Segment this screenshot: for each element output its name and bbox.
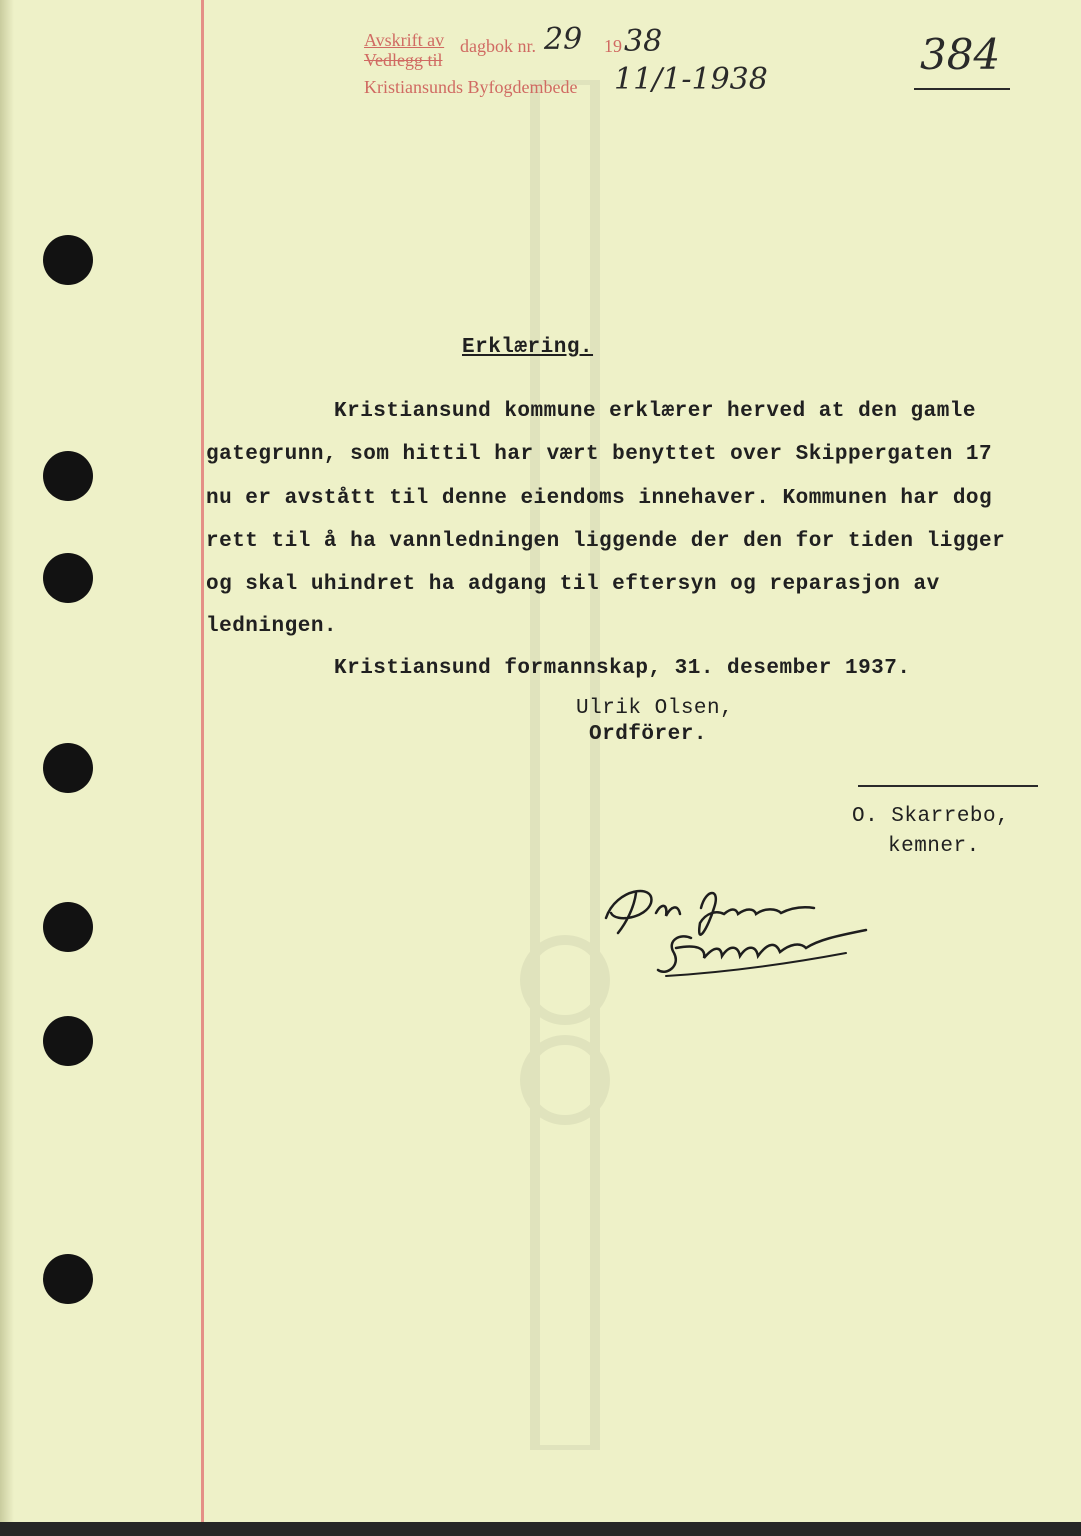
body-line-1: Kristiansund kommune erklærer herved at den gamle — [334, 400, 977, 423]
punch-hole-7 — [43, 1254, 93, 1304]
body-line-6: ledningen. — [206, 615, 338, 638]
body-line-4: rett til å ha vannledningen liggende der den for tiden ligger — [206, 530, 1006, 553]
page-number-underline — [914, 88, 1010, 90]
stamp-office: Kristiansunds Byfogdembede — [364, 77, 578, 97]
stamp-dagbok-label: dagbok nr. — [460, 36, 536, 56]
body-line-3: nu er avstått til denne eiendoms innehaver. Kommunen har dog — [206, 487, 993, 510]
second-signatory-name: O. Skarrebo, — [852, 805, 1010, 828]
punch-hole-5 — [43, 902, 93, 952]
stamp-year-prefix: 19 — [604, 36, 622, 56]
body-line-2: gategrunn, som hittil har vært benyttet over Skippergaten 17 — [206, 443, 993, 466]
handwritten-signature — [596, 878, 886, 988]
place-and-date: Kristiansund formannskap, 31. desember 1937. — [334, 657, 911, 680]
punch-hole-2 — [43, 451, 93, 501]
bleed-through-watermark — [505, 80, 625, 1450]
punch-hole-3 — [43, 553, 93, 603]
document-title: Erklæring. — [462, 336, 594, 359]
punch-hole-4 — [43, 743, 93, 793]
page-left-shadow — [0, 0, 14, 1536]
punch-hole-1 — [43, 235, 93, 285]
handwritten-dagbok-number: 29 — [544, 22, 583, 57]
handwritten-date: 11/1-1938 — [614, 62, 768, 97]
scan-bottom-edge — [0, 1522, 1081, 1536]
signature-rule — [858, 785, 1038, 787]
body-line-5: og skal uhindret ha adgang til eftersyn og reparasjon av — [206, 573, 940, 596]
punch-hole-6 — [43, 1016, 93, 1066]
stamp-attachment: Vedlegg til — [364, 50, 443, 70]
signatory-title: Ordförer. — [589, 723, 707, 746]
margin-line — [201, 0, 204, 1522]
handwritten-year-suffix: 38 — [624, 24, 663, 59]
signatory-name: Ulrik Olsen, — [576, 697, 734, 720]
second-signatory-title: kemner. — [888, 835, 980, 858]
stamp-copy-of: Avskrift av — [364, 30, 445, 50]
handwritten-page-number: 384 — [920, 30, 1001, 79]
